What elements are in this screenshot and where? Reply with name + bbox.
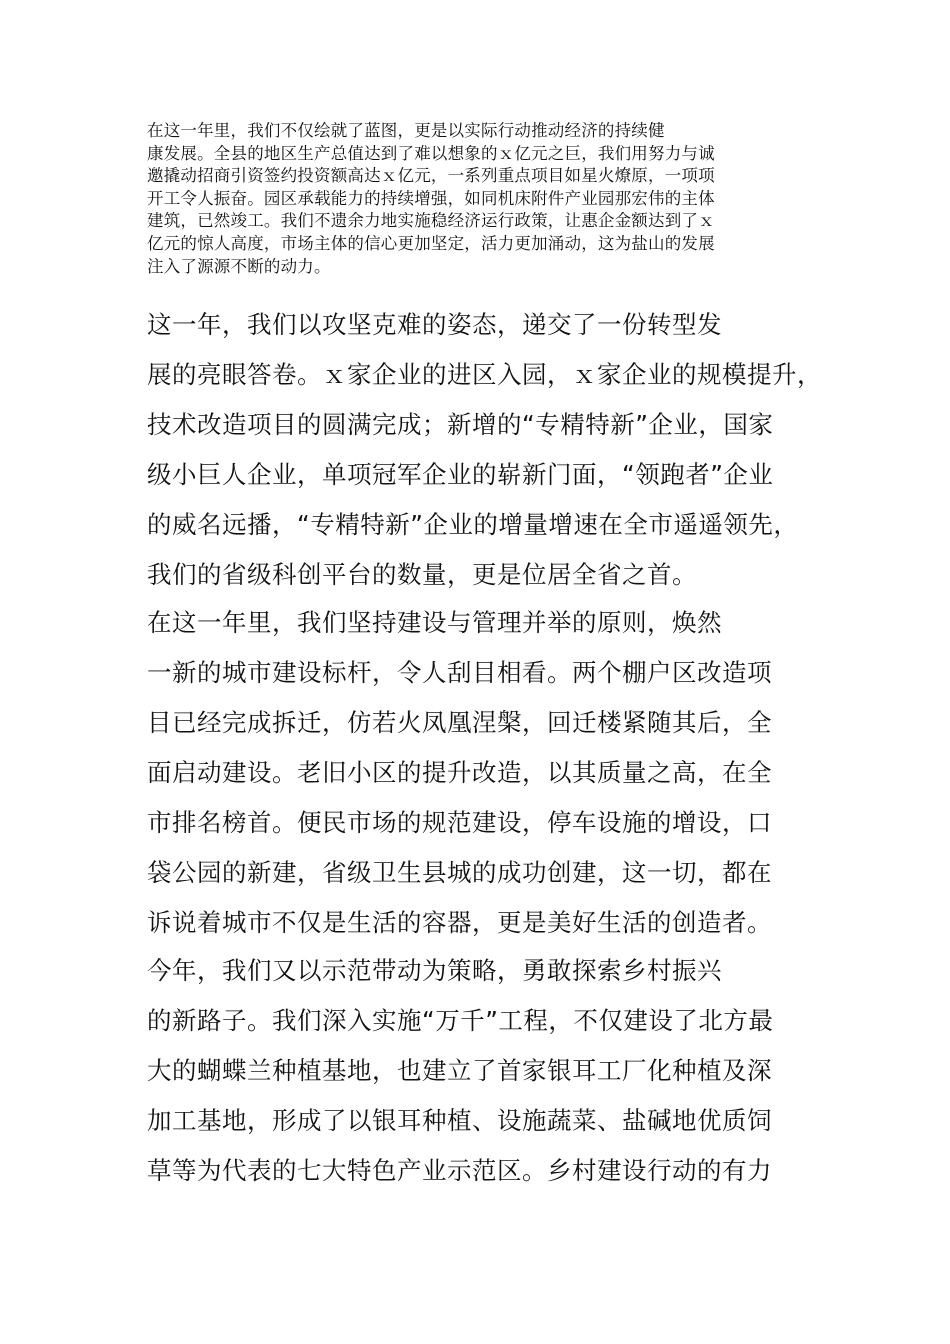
paragraph-economy: 在这一年里，我们不仅绘就了蓝图，更是以实际行动推动经济的持续健 康发展。全县的地区生产总值达到了难以想象的ｘ亿元之巨，我们用努力与诚 邀撬动招商引资签约投资额高达ｘ亿元，一系列重点项目如星火燎原，一项项 开工令人振奋。园区承载能力的持续增强，如同机床附件产业园那宏伟的主体 建筑，已然竣工。我们不遗余力地实施稳经济运行政策，让惠企金额达到了ｘ 亿元的惊人高度，市场主体的信心更加坚定，活力更加涌动，这为盐山的发展 注入了源源不断的动力。 <box>147 121 715 276</box>
paragraph-urban-construction: 在这一年里，我们坚持建设与管理并举的原则，焕然 一新的城市建设标杆，令人刮目相看。两个棚户区改造项 目已经完成拆迁，仿若火凤凰涅槃，回迁楼紧随其后，全 面启动建设。老旧小区的提升改造，以其质量之高，在全 市排名榜首。便民市场的规范建设，停车设施的增设，口 袋公园的新建，省级卫生县城的成功创建，这一切，都在 诉说着城市不仅是生活的容器，更是美好生活的创造者。 <box>147 608 772 937</box>
paragraph-transformation: 这一年，我们以攻坚克难的姿态，递交了一份转型发 展的亮眼答卷。ｘ家企业的进区入园，ｘ家企业的规模提升， 技术改造项目的圆满完成；新增的“专精特新”企业，国家 级小巨人企业，单项冠军企业的崭新门面，“领跑者”企业 的威名远播，“专精特新”企业的增量增速在全市遥遥领先， 我们的省级科创平台的数量，更是位居全省之首。 <box>147 310 822 589</box>
paragraph-rural-revitalization: 今年，我们又以示范带动为策略，勇敢探索乡村振兴 的新路子。我们深入实施“万千”工程，不仅建设了北方最 大的蝴蝶兰种植基地，也建立了首家银耳工厂化种植及深 加工基地，形成了以银耳种植、设施蔬菜、盐碱地优质饲 草等为代表的七大特色产业示范区。乡村建设行动的有力 <box>147 956 774 1185</box>
